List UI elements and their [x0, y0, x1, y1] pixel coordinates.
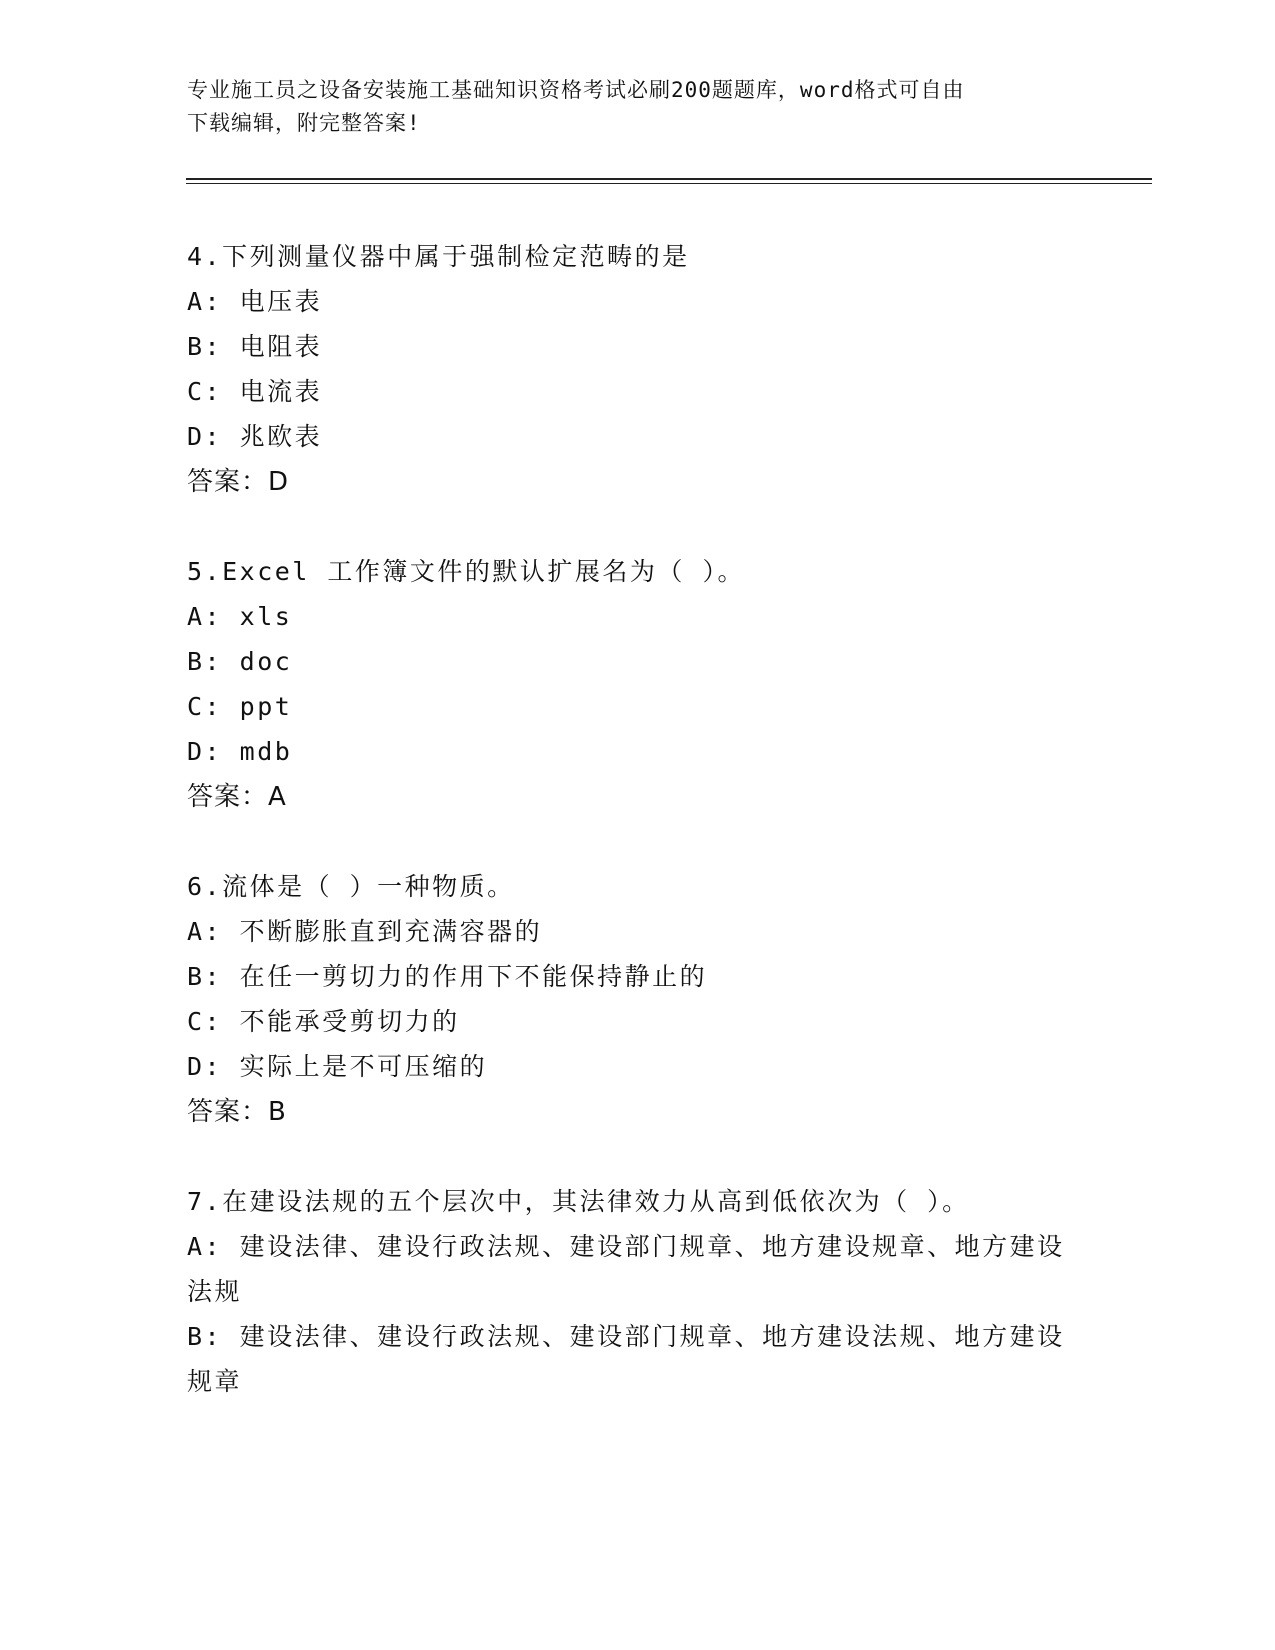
- header-divider-thick: [186, 178, 1152, 180]
- question-stem: 7.在建设法规的五个层次中，其法律效力从高到低依次为（ ）。: [187, 1187, 970, 1216]
- question-stem: 6.流体是（ ）一种物质。: [187, 872, 515, 901]
- option-b: B: 电阻表: [187, 332, 323, 361]
- option-d: D: mdb: [187, 737, 293, 766]
- question-stem: 5.Excel 工作簿文件的默认扩展名为（ ）。: [187, 557, 745, 586]
- header-line-1: 专业施工员之设备安装施工基础知识资格考试必刷200题题库，word格式可自由: [187, 78, 965, 102]
- option-a: A: 电压表: [187, 287, 323, 316]
- header-line-2: 下载编辑，附完整答案!: [187, 111, 421, 135]
- question-6: [187, 864, 1087, 1135]
- option-a: A: 不断膨胀直到充满容器的: [187, 917, 543, 946]
- option-c: C: 电流表: [187, 377, 323, 406]
- option-b: B: 在任一剪切力的作用下不能保持静止的: [187, 962, 708, 991]
- option-a: A: xls: [187, 602, 293, 631]
- question-list: [187, 234, 1087, 1448]
- answer-line: 答案：D: [187, 467, 290, 497]
- option-b: B: doc: [187, 647, 293, 676]
- option-c: C: ppt: [187, 692, 293, 721]
- question-stem: 4.下列测量仪器中属于强制检定范畴的是: [187, 242, 690, 271]
- question-7: [187, 1179, 1087, 1404]
- header-divider-thin: [186, 183, 1152, 184]
- option-b: B: 建设法律、建设行政法规、建设部门规章、地方建设法规、地方建设规章: [187, 1322, 1065, 1396]
- document-header: [187, 74, 1067, 140]
- option-d: D: 兆欧表: [187, 422, 323, 451]
- answer-line: 答案：B: [187, 1097, 287, 1127]
- question-5: [187, 549, 1087, 820]
- option-c: C: 不能承受剪切力的: [187, 1007, 460, 1036]
- option-d: D: 实际上是不可压缩的: [187, 1052, 488, 1081]
- answer-line: 答案：A: [187, 782, 287, 812]
- question-4: [187, 234, 1087, 505]
- option-a: A: 建设法律、建设行政法规、建设部门规章、地方建设规章、地方建设法规: [187, 1232, 1065, 1306]
